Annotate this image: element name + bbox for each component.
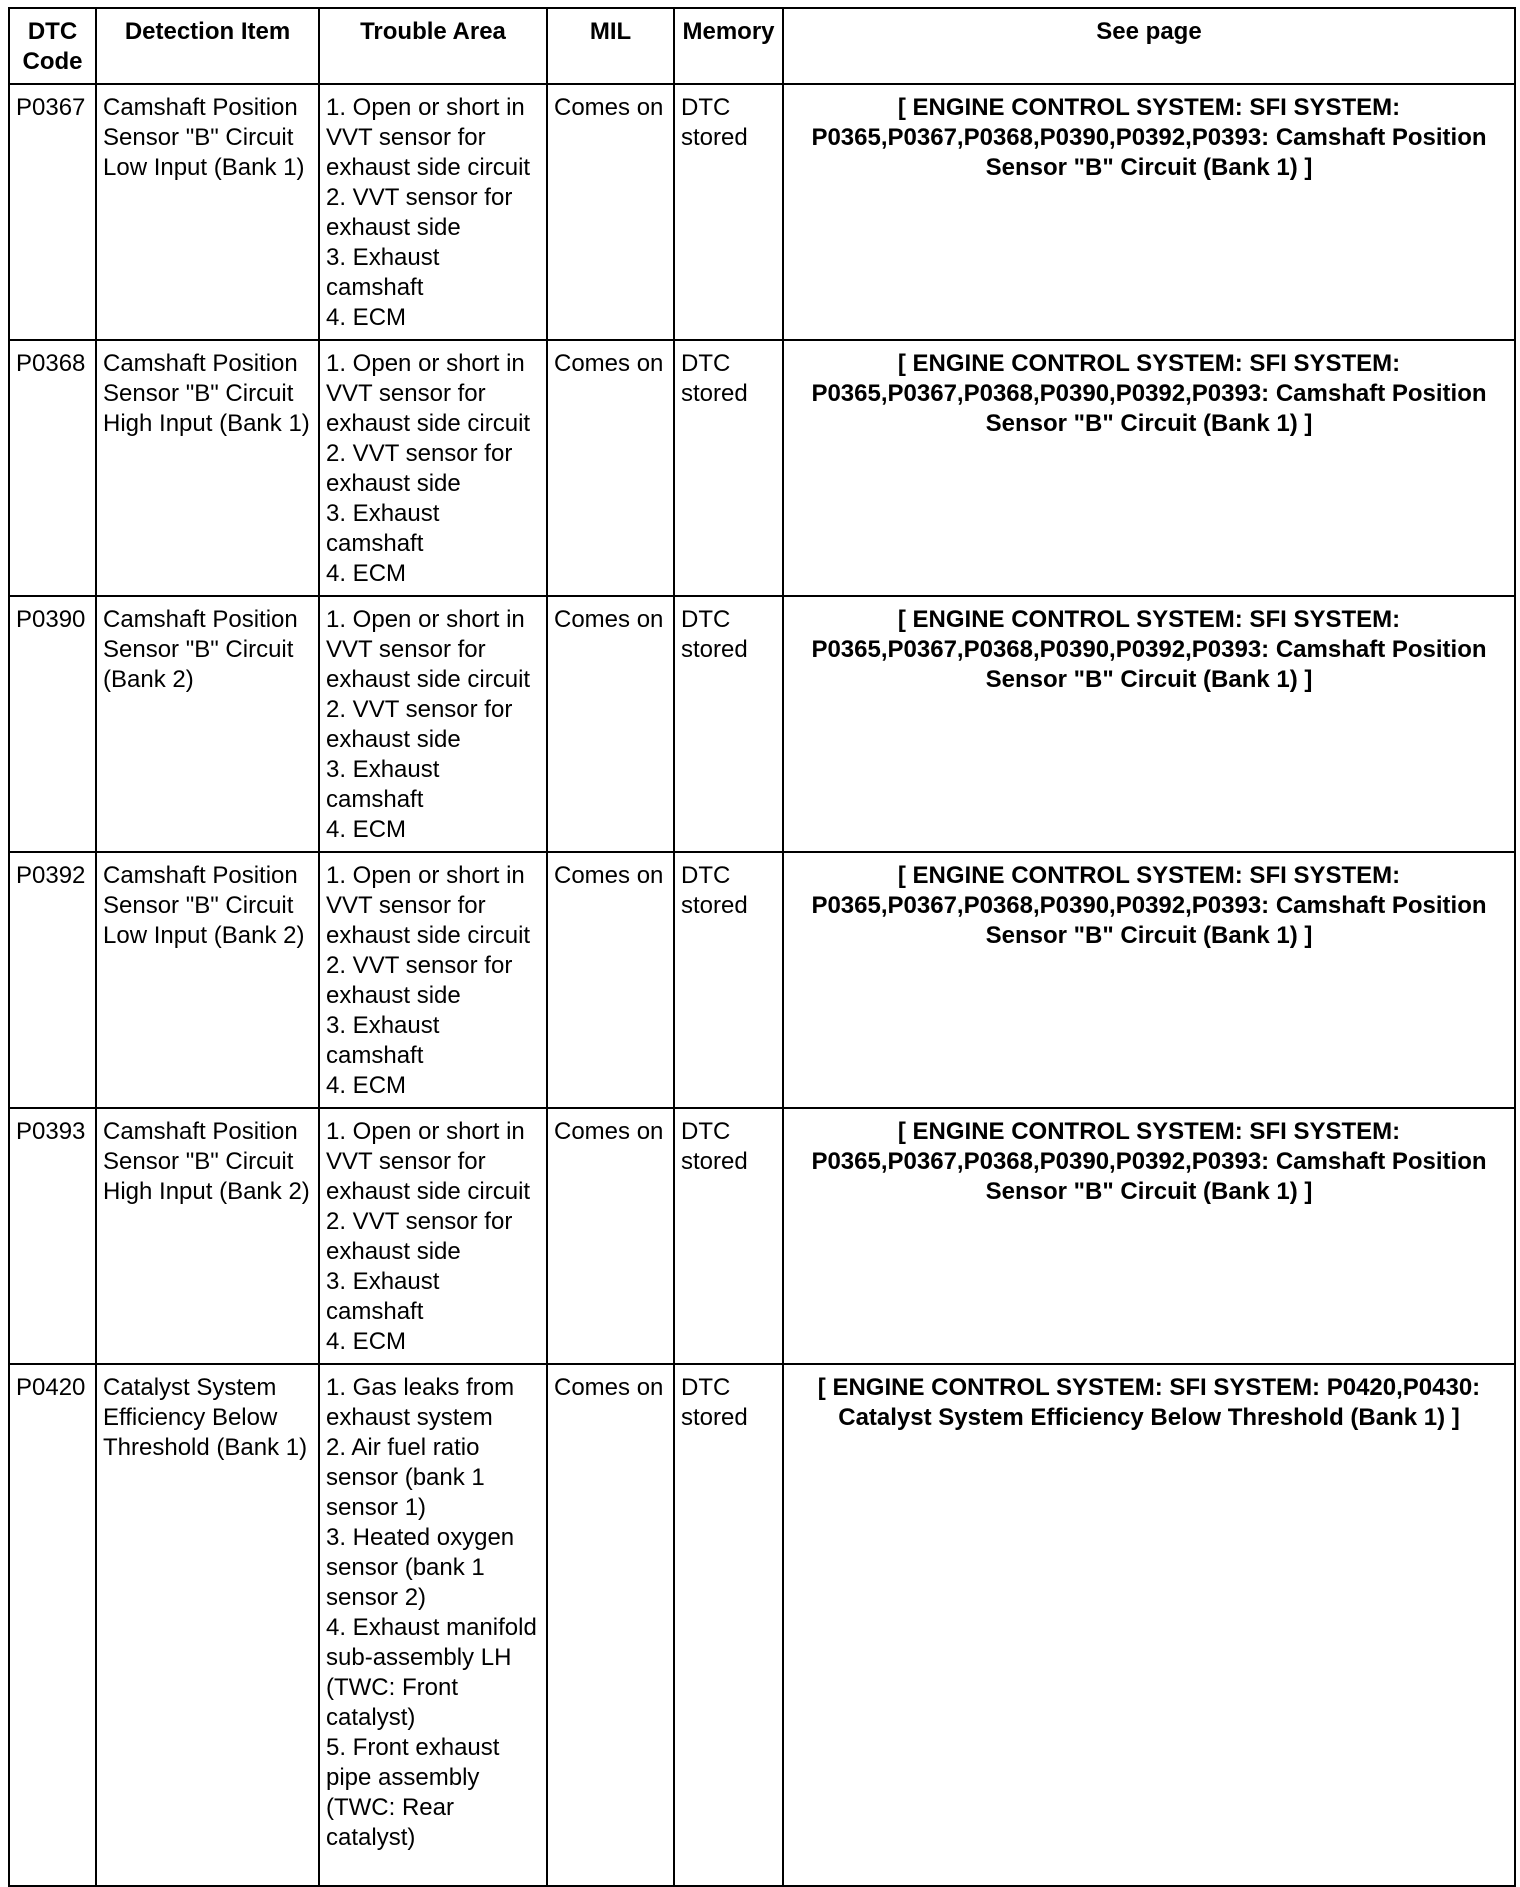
header-dtc-code: DTC Code: [9, 8, 96, 84]
trouble-area-cell: [319, 1108, 547, 1364]
trouble-area-cell: [319, 84, 547, 340]
header-detection-item: Detection Item: [96, 8, 319, 84]
see-page-link[interactable]: [ ENGINE CONTROL SYSTEM: SFI SYSTEM: P0365,P0367,P0368,P0390,P0392,P0393: Camshaft Position Sensor "B" Circuit (Bank 1) ]: [783, 1108, 1515, 1364]
trouble-area-line: 4. ECM: [326, 1072, 407, 1099]
table-row: [9, 852, 1515, 1108]
mil-cell: Comes on: [547, 84, 674, 340]
memory-cell: DTC stored: [674, 596, 783, 852]
header-trouble-area: Trouble Area: [319, 8, 547, 84]
trouble-area-line: 4. ECM: [326, 816, 407, 843]
memory-cell: DTC stored: [674, 1364, 783, 1886]
mil-cell: Comes on: [547, 1364, 674, 1886]
dtc-code-cell: P0368: [9, 340, 96, 596]
memory-cell: DTC stored: [674, 340, 783, 596]
trouble-area-line: 1. Open or short in VVT sensor for exhaust side circuit: [326, 94, 531, 181]
header-mil: MIL: [547, 8, 674, 84]
trouble-area-line: 1. Open or short in VVT sensor for exhaust side circuit: [326, 350, 531, 437]
trouble-area-cell: [319, 1364, 547, 1886]
dtc-code-cell: P0367: [9, 84, 96, 340]
memory-cell: DTC stored: [674, 852, 783, 1108]
trouble-area-line: 1. Open or short in VVT sensor for exhaust side circuit: [326, 1118, 531, 1205]
see-page-link[interactable]: [ ENGINE CONTROL SYSTEM: SFI SYSTEM: P0365,P0367,P0368,P0390,P0392,P0393: Camshaft Position Sensor "B" Circuit (Bank 1) ]: [783, 340, 1515, 596]
mil-cell: Comes on: [547, 852, 674, 1108]
trouble-area-line: 4. ECM: [326, 560, 407, 587]
detection-item-cell: Camshaft Position Sensor "B" Circuit High Input (Bank 1): [96, 340, 319, 596]
trouble-area-line: 3. Exhaust camshaft: [326, 244, 440, 301]
dtc-code-cell: P0420: [9, 1364, 96, 1886]
table-row: [9, 1108, 1515, 1364]
memory-cell: DTC stored: [674, 84, 783, 340]
mil-cell: Comes on: [547, 1108, 674, 1364]
see-page-link[interactable]: [ ENGINE CONTROL SYSTEM: SFI SYSTEM: P0365,P0367,P0368,P0390,P0392,P0393: Camshaft Position Sensor "B" Circuit (Bank 1) ]: [783, 596, 1515, 852]
dtc-table: [8, 7, 1516, 1887]
header-see-page: See page: [783, 8, 1515, 84]
memory-cell: DTC stored: [674, 1108, 783, 1364]
mil-cell: Comes on: [547, 596, 674, 852]
table-row: [9, 596, 1515, 852]
trouble-area-line: 1. Gas leaks from exhaust system: [326, 1374, 515, 1431]
trouble-area-line: 4. ECM: [326, 1328, 407, 1355]
mil-cell: Comes on: [547, 340, 674, 596]
dtc-code-cell: P0393: [9, 1108, 96, 1364]
see-page-link[interactable]: [ ENGINE CONTROL SYSTEM: SFI SYSTEM: P0365,P0367,P0368,P0390,P0392,P0393: Camshaft Position Sensor "B" Circuit (Bank 1) ]: [783, 852, 1515, 1108]
trouble-area-line: 4. Exhaust manifold sub-assembly LH (TWC: Front catalyst): [326, 1614, 537, 1731]
dtc-code-cell: P0390: [9, 596, 96, 852]
trouble-area-line: 2. Air fuel ratio sensor (bank 1 sensor 1): [326, 1434, 485, 1521]
detection-item-cell: Camshaft Position Sensor "B" Circuit High Input (Bank 2): [96, 1108, 319, 1364]
table-row: [9, 340, 1515, 596]
trouble-area-line: 2. VVT sensor for exhaust side: [326, 184, 513, 241]
trouble-area-line: 1. Open or short in VVT sensor for exhaust side circuit: [326, 862, 531, 949]
trouble-area-line: 2. VVT sensor for exhaust side: [326, 1208, 513, 1265]
trouble-area-line: 1. Open or short in VVT sensor for exhaust side circuit: [326, 606, 531, 693]
trouble-area-line: 3. Exhaust camshaft: [326, 756, 440, 813]
see-page-link[interactable]: [ ENGINE CONTROL SYSTEM: SFI SYSTEM: P0420,P0430: Catalyst System Efficiency Below Threshold (Bank 1) ]: [783, 1364, 1515, 1886]
detection-item-cell: Camshaft Position Sensor "B" Circuit Low Input (Bank 1): [96, 84, 319, 340]
table-row: [9, 84, 1515, 340]
detection-item-cell: Catalyst System Efficiency Below Threshold (Bank 1): [96, 1364, 319, 1886]
trouble-area-line: 2. VVT sensor for exhaust side: [326, 440, 513, 497]
table-row: [9, 1364, 1515, 1886]
trouble-area-line: 2. VVT sensor for exhaust side: [326, 696, 513, 753]
trouble-area-line: 3. Heated oxygen sensor (bank 1 sensor 2): [326, 1524, 515, 1611]
header-memory: Memory: [674, 8, 783, 84]
see-page-link[interactable]: [ ENGINE CONTROL SYSTEM: SFI SYSTEM: P0365,P0367,P0368,P0390,P0392,P0393: Camshaft Position Sensor "B" Circuit (Bank 1) ]: [783, 84, 1515, 340]
detection-item-cell: Camshaft Position Sensor "B" Circuit (Bank 2): [96, 596, 319, 852]
trouble-area-line: 4. ECM: [326, 304, 407, 331]
trouble-area-line: 5. Front exhaust pipe assembly (TWC: Rear catalyst): [326, 1734, 500, 1851]
trouble-area-cell: [319, 596, 547, 852]
trouble-area-line: 3. Exhaust camshaft: [326, 1268, 440, 1325]
header-row: [9, 8, 1515, 84]
detection-item-cell: Camshaft Position Sensor "B" Circuit Low Input (Bank 2): [96, 852, 319, 1108]
trouble-area-cell: [319, 340, 547, 596]
trouble-area-line: 2. VVT sensor for exhaust side: [326, 952, 513, 1009]
trouble-area-cell: [319, 852, 547, 1108]
trouble-area-line: 3. Exhaust camshaft: [326, 1012, 440, 1069]
trouble-area-line: 3. Exhaust camshaft: [326, 500, 440, 557]
dtc-code-cell: P0392: [9, 852, 96, 1108]
